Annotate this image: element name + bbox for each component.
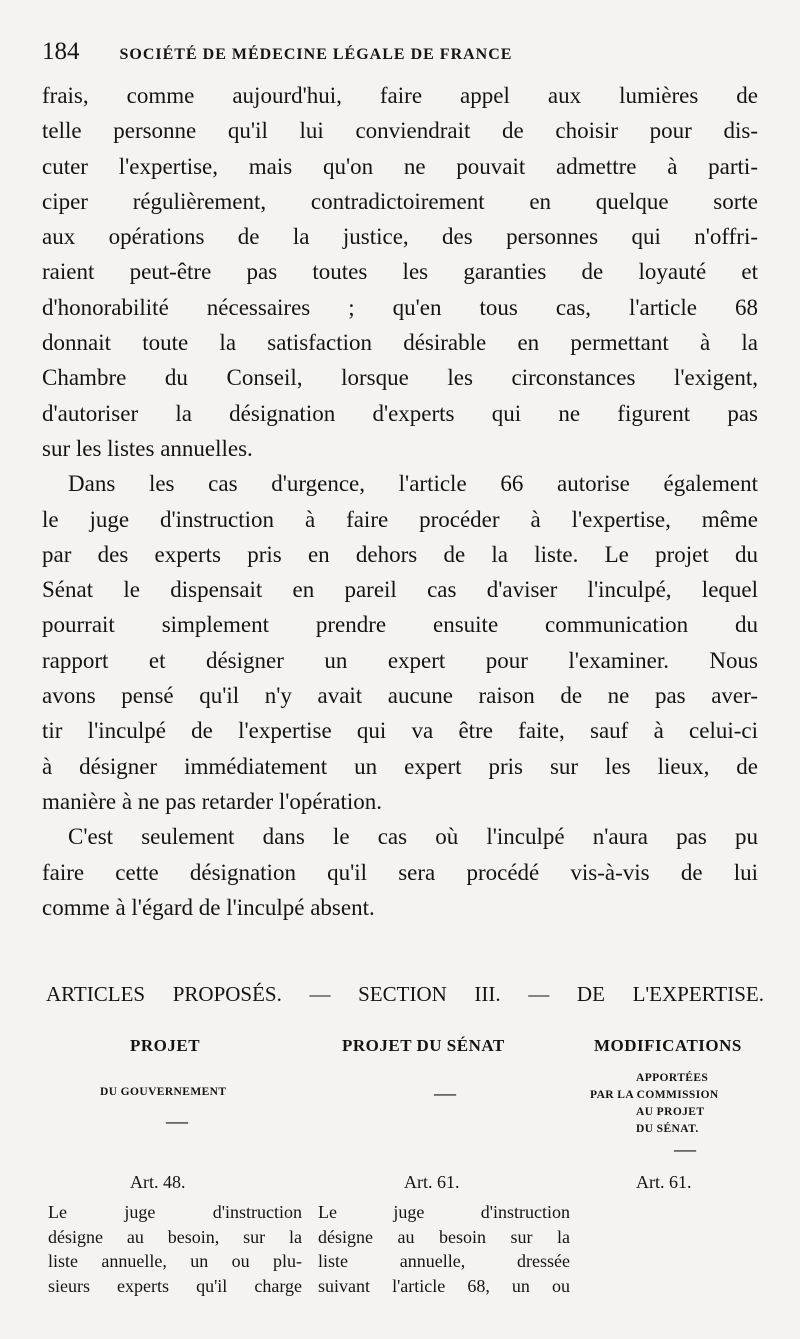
column-heading-government: PROJET bbox=[130, 1036, 201, 1055]
text-line: telle personne qu'il lui conviendrait de choisir pour dis- bbox=[42, 118, 758, 144]
text-line: à désigner immédiatement un expert pris sur les lieux, de bbox=[42, 753, 758, 779]
text-line: par des experts pris en dehors de la liste. Le projet du bbox=[42, 541, 758, 567]
text-line: Sénat le dispensait en pareil cas d'aviser l'inculpé, lequel bbox=[42, 577, 758, 603]
running-head: SOCIÉTÉ DE MÉDECINE LÉGALE DE FRANCE bbox=[119, 46, 513, 63]
text-line: cuter l'expertise, mais qu'on ne pouvait admettre à parti- bbox=[42, 153, 758, 179]
column-text-line: suivant l'article 68, un ou bbox=[318, 1275, 570, 1296]
column-subheading-modifications-4: DU SÉNAT. bbox=[636, 1123, 699, 1135]
section-title: ARTICLES PROPOSÉS. — SECTION III. — DE L'EXPERTISE. bbox=[46, 982, 764, 1006]
text-line: donnait toute la satisfaction désirable en permettant à la bbox=[42, 330, 758, 356]
column-headings bbox=[42, 1036, 766, 1161]
text-line: manière à ne pas retarder l'opération. bbox=[42, 788, 383, 814]
text-line: aux opérations de la justice, des personnes qui n'offri- bbox=[42, 224, 758, 250]
text-line: avons pensé qu'il n'y avait aucune raison de ne pas aver- bbox=[42, 683, 758, 709]
column-heading-senate: PROJET DU SÉNAT bbox=[342, 1036, 505, 1055]
text-line: C'est seulement dans le cas où l'inculpé n'aura pas pu bbox=[68, 824, 758, 850]
text-line: tir l'inculpé de l'expertise qui va être faite, sauf à celui-ci bbox=[42, 718, 758, 744]
column-subheading-modifications-3: AU PROJET bbox=[636, 1106, 705, 1118]
column-text-line: liste annuelle, dressée bbox=[318, 1251, 570, 1271]
column-text-line: Le juge d'instruction bbox=[48, 1202, 302, 1222]
column-subheading-government: DU GOUVERNEMENT bbox=[100, 1086, 227, 1098]
column-text-line: Le juge d'instruction bbox=[318, 1202, 570, 1222]
article-number-government: Art. 48. bbox=[130, 1172, 186, 1192]
article-number-senate: Art. 61. bbox=[404, 1172, 460, 1192]
text-line: le juge d'instruction à faire procéder à l'expertise, même bbox=[42, 506, 758, 532]
column-text-government bbox=[48, 1200, 302, 1298]
column-text-line: sieurs experts qu'il charge bbox=[48, 1275, 302, 1296]
column-text-senate bbox=[318, 1200, 570, 1298]
column-subheading-modifications-1: APPORTÉES bbox=[636, 1072, 709, 1084]
text-line: ciper régulièrement, contradictoirement en quelque sorte bbox=[42, 188, 758, 214]
text-line: rapport et désigner un expert pour l'examiner. Nous bbox=[42, 647, 758, 673]
text-line: d'autoriser la désignation d'experts qui ne figurent pas bbox=[42, 400, 758, 426]
text-line: pourrait simplement prendre ensuite communication du bbox=[42, 612, 758, 638]
page-number: 184 bbox=[42, 38, 80, 65]
text-line: raient peut-être pas toutes les garanties de loyauté et bbox=[42, 259, 758, 285]
text-line: sur les listes annuelles. bbox=[42, 435, 253, 461]
text-line: frais, comme aujourd'hui, faire appel aux lumières de bbox=[42, 83, 758, 108]
text-line: comme à l'égard de l'inculpé absent. bbox=[42, 894, 375, 920]
text-line: Dans les cas d'urgence, l'article 66 autorise également bbox=[68, 471, 758, 497]
column-dash-modifications: — bbox=[674, 1136, 696, 1161]
column-dash-government: — bbox=[166, 1108, 188, 1133]
column-heading-modifications: MODIFICATIONS bbox=[594, 1036, 742, 1055]
text-line: Chambre du Conseil, lorsque les circonstances l'exigent, bbox=[42, 365, 758, 391]
article-number-modifications: Art. 61. bbox=[636, 1172, 692, 1192]
text-line: d'honorabilité nécessaires ; qu'en tous cas, l'article 68 bbox=[42, 294, 758, 320]
paragraph bbox=[42, 819, 758, 925]
paragraph bbox=[42, 466, 758, 819]
column-text-line: désigne au besoin, sur la bbox=[48, 1226, 302, 1247]
column-subheading-senate: — bbox=[434, 1080, 456, 1105]
column-subheading-modifications-2: PAR LA COMMISSION bbox=[590, 1089, 719, 1101]
page-header bbox=[42, 38, 762, 66]
column-text-line: liste annuelle, un ou plu- bbox=[48, 1251, 302, 1271]
body-text bbox=[42, 78, 758, 925]
paragraph bbox=[42, 78, 758, 466]
text-line: faire cette désignation qu'il sera procédé vis-à-vis de lui bbox=[42, 859, 758, 885]
column-text-line: désigne au besoin sur la bbox=[318, 1226, 570, 1247]
